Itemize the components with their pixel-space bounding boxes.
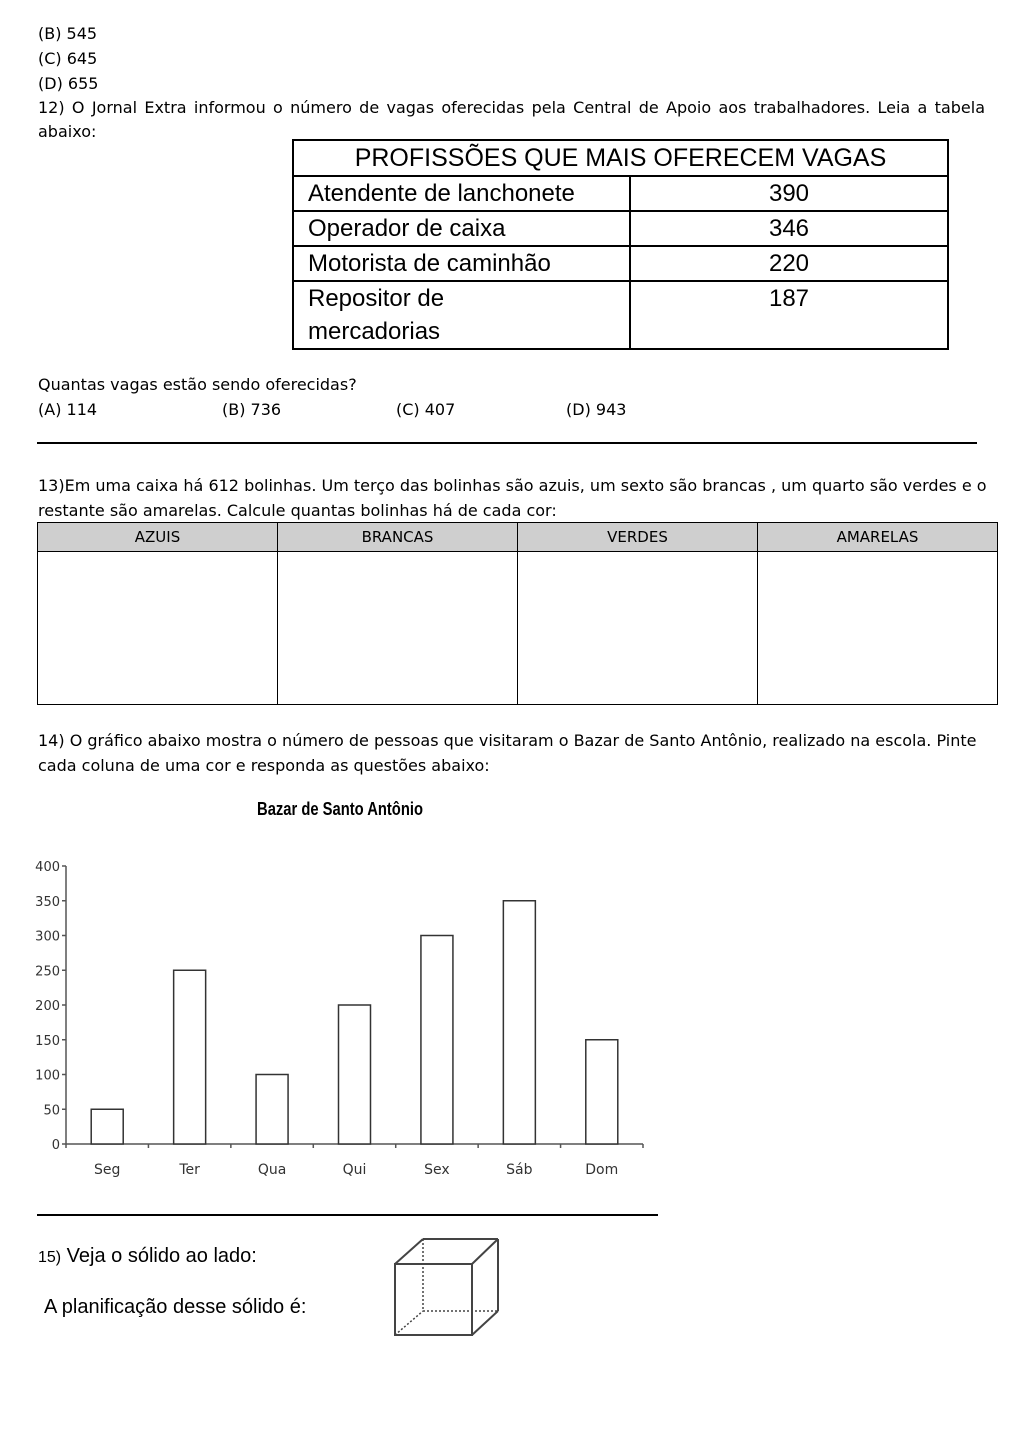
q12-option-d: (D) 943	[566, 400, 627, 419]
x-tick-label: Dom	[585, 1162, 619, 1178]
professions-table	[292, 139, 949, 350]
table-row	[293, 246, 948, 281]
x-tick-label: Sáb	[506, 1162, 533, 1178]
chart-title: Bazar de Santo Antônio	[257, 799, 423, 819]
colors-answer-table	[37, 522, 998, 705]
q12-statement	[38, 96, 985, 144]
x-tick-label: Ter	[179, 1162, 200, 1178]
profession-vacancies: 346	[630, 211, 948, 246]
separator-line	[37, 442, 977, 444]
separator-line	[37, 1214, 658, 1216]
answer-cell-azuis[interactable]	[38, 552, 278, 705]
q13-statement-line1: 13)Em uma caixa há 612 bolinhas. Um terço das bolinhas são azuis, um sexto são brancas , um quarto são verdes e o	[38, 476, 987, 495]
q12-option-a: (A) 114	[38, 400, 98, 419]
q15-text: Veja o sólido ao lado:	[61, 1245, 257, 1267]
y-tick-label: 100	[35, 1068, 60, 1084]
q14-statement-line1: 14) O gráfico abaixo mostra o número de pessoas que visitaram o Bazar de Santo Antônio, realizado na escola. Pinte	[38, 731, 977, 750]
x-tick-label: Seg	[94, 1162, 121, 1178]
column-verdes: VERDES	[518, 523, 758, 552]
column-azuis: AZUIS	[38, 523, 278, 552]
cube-icon	[390, 1234, 506, 1340]
prev-option-c: (C) 645	[38, 49, 98, 68]
column-brancas: BRANCAS	[278, 523, 518, 552]
table-row	[293, 281, 948, 349]
q13-statement-line2: restante são amarelas. Calcule quantas bolinhas há de cada cor:	[38, 501, 557, 520]
y-tick-label: 300	[35, 929, 60, 945]
table-row	[293, 176, 948, 211]
profession-name: Atendente de lanchonete	[293, 176, 630, 211]
profession-name: Motorista de caminhão	[293, 246, 630, 281]
profession-vacancies: 390	[630, 176, 948, 211]
professions-table-header: PROFISSÕES QUE MAIS OFERECEM VAGAS	[293, 140, 948, 176]
q12-statement-line1: 12) O Jornal Extra informou o número de vagas oferecidas pela Central de Apoio aos trabalhadores. Leia a tabela	[38, 98, 985, 117]
y-tick-label: 150	[35, 1033, 60, 1049]
profession-vacancies: 187	[630, 281, 948, 349]
x-tick-label: Qui	[342, 1162, 367, 1178]
table-row	[293, 211, 948, 246]
q12-question: Quantas vagas estão sendo oferecidas?	[38, 375, 357, 394]
bar-qua	[256, 1075, 288, 1145]
profession-name	[293, 281, 630, 349]
q14-statement-line2: cada coluna de uma cor e responda as questões abaixo:	[38, 756, 490, 775]
bar-sáb	[503, 901, 535, 1144]
y-tick-label: 400	[35, 860, 60, 875]
x-tick-label: Qua	[257, 1162, 287, 1178]
answer-cell-amarelas[interactable]	[758, 552, 998, 705]
profession-name: Operador de caixa	[293, 211, 630, 246]
answer-cell-brancas[interactable]	[278, 552, 518, 705]
bar-dom	[586, 1040, 618, 1144]
y-tick-label: 0	[51, 1138, 60, 1153]
x-tick-label: Sex	[424, 1162, 450, 1178]
answer-cell-verdes[interactable]	[518, 552, 758, 705]
profession-name-line1: Repositor de	[308, 285, 445, 312]
q15-planification: A planificação desse sólido é:	[44, 1296, 307, 1318]
profession-name-line2: mercadorias	[308, 318, 441, 345]
y-tick-label: 250	[35, 964, 60, 980]
bar-seg	[91, 1109, 123, 1144]
y-tick-label: 200	[35, 999, 60, 1014]
q12-option-b: (B) 736	[222, 400, 282, 419]
prev-option-d: (D) 655	[38, 74, 99, 93]
q15-number: 15)	[38, 1249, 62, 1266]
profession-vacancies: 220	[630, 246, 948, 281]
bar-ter	[174, 970, 206, 1144]
q15-prompt	[38, 1246, 257, 1268]
q12-statement-line2: abaixo:	[38, 122, 97, 141]
prev-option-b: (B) 545	[38, 24, 98, 43]
column-amarelas: AMARELAS	[758, 523, 998, 552]
y-tick-label: 50	[43, 1103, 60, 1119]
q12-option-c: (C) 407	[396, 400, 456, 419]
y-tick-label: 350	[35, 894, 60, 910]
bar-qui	[339, 1005, 371, 1144]
bar-sex	[421, 936, 453, 1145]
